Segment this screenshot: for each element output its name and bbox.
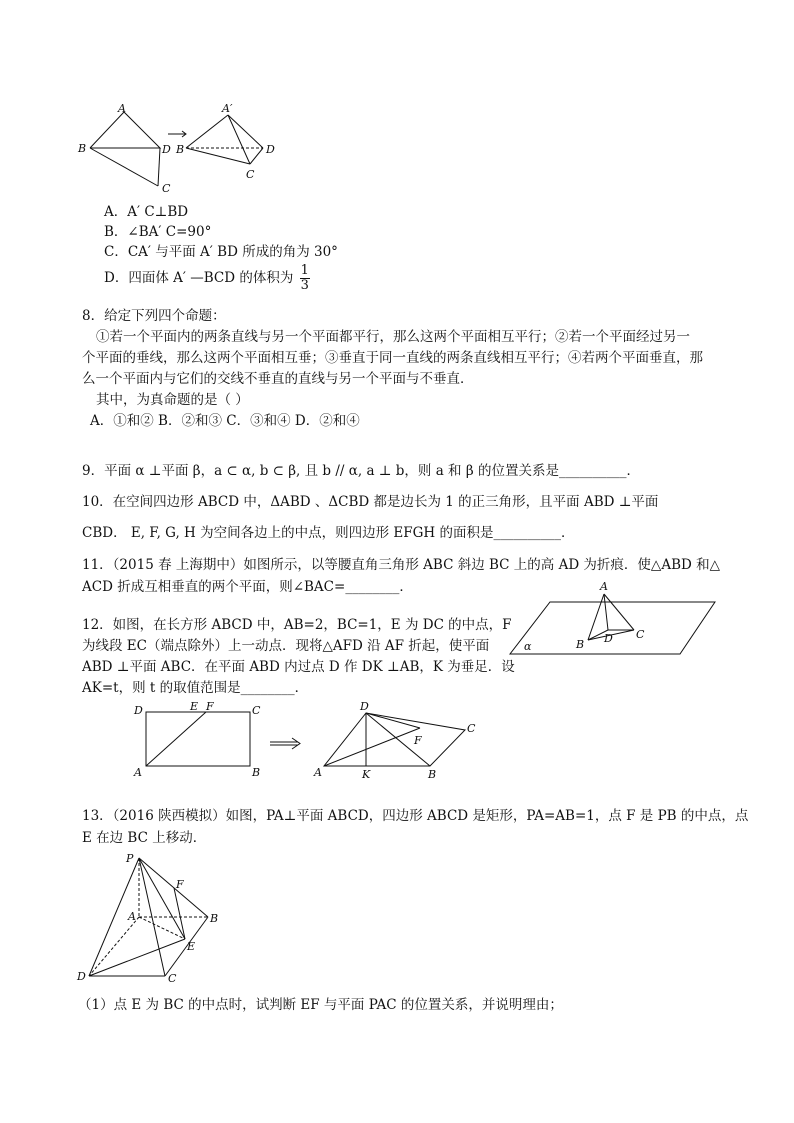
q7-fig-label-c2: C <box>246 168 255 181</box>
q13-fig-label-p: P <box>126 852 134 865</box>
q13-line1: 13．（2016 陕西模拟）如图，PA⊥平面 ABCD，四边形 ABCD 是矩形，PA=AB=1，点 F 是 PB 的中点，点 <box>82 808 749 824</box>
q7-option-d <box>104 264 310 293</box>
q11-fig-label-b: B <box>576 638 585 651</box>
q8-line1: ①若一个平面内的两条直线与另一个平面都平行，那么这两个平面相互平行；②若一个平面经过另一 <box>96 329 690 345</box>
q12-line2: 为线段 EC（端点除外）上一动点．现将△AFD 沿 AF 折起，使平面 <box>82 638 490 654</box>
q12-line1: 12．如图，在长方形 ABCD 中，AB=2，BC=1，E 为 DC 的中点，F <box>82 617 512 633</box>
q11-figure <box>510 580 720 662</box>
q12-fig1-label-d: D <box>134 704 143 717</box>
q12-fig1-label-b: B <box>252 766 261 779</box>
q8-options: A．①和② B．②和③ C．③和④ D．②和④ <box>90 413 360 429</box>
q8-question: 其中，为真命题的是（ ） <box>96 392 249 408</box>
q10-line1: 10．在空间四边形 ABCD 中，ΔABD 、ΔCBD 都是边长为 1 的正三角形，且平面 ABD ⊥平面 <box>82 494 659 510</box>
q13-sub1: （1）点 E 为 BC 的中点时，试判断 EF 与平面 PAC 的位置关系，并说明理由； <box>78 997 563 1013</box>
q7-option-a: A．A′ C⊥BD <box>104 204 189 220</box>
q7-option-d-denominator: 3 <box>300 278 309 293</box>
q8-line2: 个平面的垂线，那么这两个平面相互垂；③垂直于同一直线的两条直线相互平行；④若两个平面垂直，那 <box>82 350 703 366</box>
q11-line2: ACD 折成互相垂直的两个平面，则∠BAC=________． <box>82 579 413 595</box>
q13-fig-label-d: D <box>77 970 86 983</box>
q11-fig-label-alpha: α <box>524 640 532 653</box>
q12-fig1-label-e: E <box>190 700 199 713</box>
q13-figure <box>72 850 232 985</box>
q12-fig1-label-c: C <box>252 704 261 717</box>
q8-line3: 么一个平面内与它们的交线不垂直的直线与另一个平面与不垂直． <box>82 371 474 387</box>
q7-figure <box>70 100 290 195</box>
q13-fig-label-a: A <box>128 910 136 923</box>
q11-fig-label-d: D <box>604 632 613 645</box>
q13-line2: E 在边 BC 上移动． <box>82 830 207 846</box>
q12-line4: AK=t，则 t 的取值范围是________． <box>82 680 309 696</box>
q12-fig2-label-d: D <box>360 700 369 713</box>
q13-fig-label-c: C <box>168 972 177 985</box>
q12-line3: ABD ⊥平面 ABC．在平面 ABD 内过点 D 作 DK ⊥AB，K 为垂足．设 <box>82 659 515 675</box>
q12-fig2-label-f: F <box>414 734 422 747</box>
q13-fig-label-b: B <box>210 912 219 925</box>
q12-fig2-label-c: C <box>467 722 476 735</box>
q12-fig2-label-b: B <box>428 768 437 781</box>
q7-option-d-text: D．四面体 A′ —BCD 的体积为 <box>104 270 294 286</box>
q7-fig-label-a: A <box>118 102 126 115</box>
q7-option-c: C．CA′ 与平面 A′ BD 所成的角为 30° <box>104 244 338 260</box>
q11-fig-label-c: C <box>636 628 645 641</box>
q7-fig-label-d2: D <box>266 143 275 156</box>
q9-text: 9．平面 α ⊥平面 β，a ⊂ α, b ⊂ β, 且 b // α, a ⊥ b，则 a 和 β 的位置关系是__________． <box>82 463 640 479</box>
q7-option-b: B．∠BA′ C=90° <box>104 224 212 240</box>
q7-fig-label-b2: B <box>176 143 185 156</box>
q7-fig-label-a2: A′ <box>222 102 233 115</box>
q12-fig2-label-a: A <box>314 766 322 779</box>
q13-fig-label-e: E <box>187 940 196 953</box>
q12-fig1-label-f: F <box>206 700 214 713</box>
q12-fig2-label-k: K <box>362 768 371 781</box>
q11-line1: 11．（2015 春 上海期中）如图所示，以等腰直角三角形 ABC 斜边 BC 上的高 AD 为折痕．使△ABD 和△ <box>82 557 720 573</box>
q12-fig1-label-a: A <box>134 766 142 779</box>
q7-fig-label-c: C <box>162 182 171 195</box>
q7-fig-label-d: D <box>162 143 171 156</box>
q13-fig-label-f: F <box>176 878 184 891</box>
q8-stem: 8．给定下列四个命题： <box>82 308 226 324</box>
q7-option-d-fraction <box>300 264 310 293</box>
q7-option-d-numerator: 1 <box>300 263 309 278</box>
q11-fig-label-a: A <box>600 580 608 593</box>
q12-figure <box>130 700 480 780</box>
q7-fig-label-b: B <box>78 142 87 155</box>
q10-line2: CBD． E, F, G, H 为空间各边上的中点，则四边形 EFGH 的面积是__________． <box>82 525 575 541</box>
